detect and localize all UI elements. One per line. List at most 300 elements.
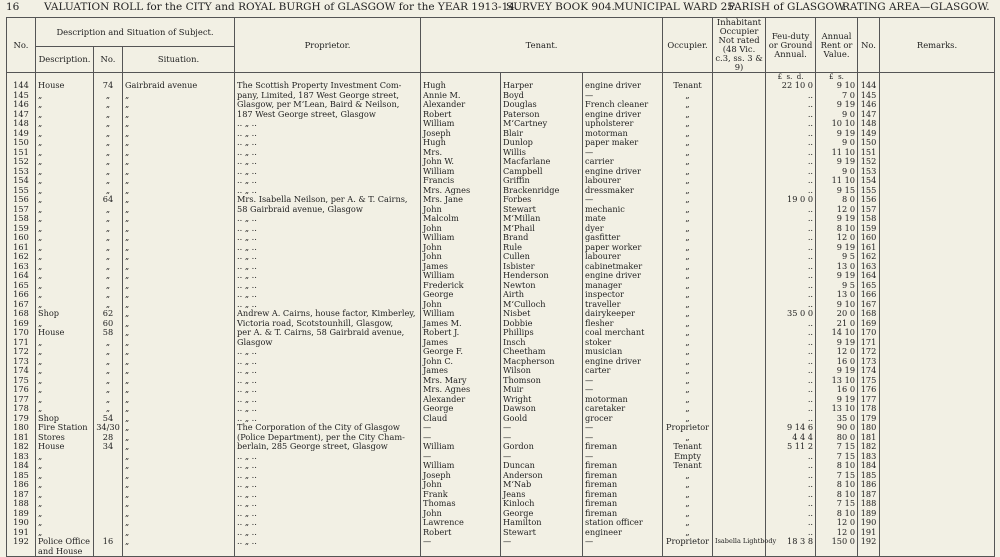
row-street-no: „ (94, 338, 123, 348)
row-no: 189 (7, 509, 36, 519)
row-inhabitant (713, 518, 766, 528)
row-situation: „ (123, 262, 235, 272)
row-occupier: „ (663, 471, 713, 481)
row-tenant-surname: George (501, 509, 583, 519)
row-street-no: „ (94, 271, 123, 281)
row-tenant-first-name: John W. (421, 157, 501, 167)
row-situation: „ (123, 433, 235, 443)
row-inhabitant (713, 499, 766, 509)
row-street-no (94, 509, 123, 519)
row-description: „ (36, 480, 94, 490)
row-street-no: „ (94, 366, 123, 376)
row-no2: 147 (858, 110, 880, 120)
row-occupation: flesher (583, 319, 663, 329)
row-occupier: „ (663, 167, 713, 177)
row-street-no (94, 471, 123, 481)
row-remarks (880, 509, 995, 519)
row-tenant-surname: Goold (501, 414, 583, 424)
row-annual-rent: 9 19 (816, 214, 858, 224)
row-tenant-first-name: Robert (421, 528, 501, 538)
row-annual-rent: 9 0 (816, 138, 858, 148)
row-feu-duty: .. (766, 157, 816, 167)
row-proprietor: 187 West George street, Glasgow (235, 110, 421, 120)
row-tenant-first-name: Annie M. (421, 91, 501, 101)
row-situation: „ (123, 100, 235, 110)
row-occupier: „ (663, 262, 713, 272)
row-remarks (880, 252, 995, 262)
municipal-ward: MUNICIPAL WARD 25. (614, 1, 738, 13)
row-no: 169 (7, 319, 36, 329)
row-description: House (36, 328, 94, 338)
row-remarks (880, 138, 995, 148)
row-occupation: stoker (583, 338, 663, 348)
row-tenant-first-name: Hugh (421, 138, 501, 148)
row-remarks (880, 338, 995, 348)
row-street-no (94, 490, 123, 500)
row-annual-rent: 8 10 (816, 490, 858, 500)
row-no2: 184 (858, 461, 880, 471)
row-tenant-first-name: John (421, 509, 501, 519)
row-description: „ (36, 262, 94, 272)
row-tenant-surname: Paterson (501, 110, 583, 120)
row-tenant-first-name: George (421, 290, 501, 300)
row-inhabitant (713, 195, 766, 205)
row-description: „ (36, 110, 94, 120)
row-remarks (880, 167, 995, 177)
row-no: 161 (7, 243, 36, 253)
row-no: 153 (7, 167, 36, 177)
row-annual-rent: 8 0 (816, 195, 858, 205)
row-annual-rent: 13 0 (816, 290, 858, 300)
row-tenant-surname: Jeans (501, 490, 583, 500)
row-annual-rent: 9 19 (816, 338, 858, 348)
row-no2: 173 (858, 357, 880, 367)
row-situation: „ (123, 376, 235, 386)
row-tenant-surname: Cullen (501, 252, 583, 262)
row-inhabitant (713, 547, 766, 557)
row-tenant-first-name: Robert (421, 110, 501, 120)
row-tenant-surname: Willis (501, 148, 583, 158)
page-header (6, 1, 994, 15)
row-annual-rent: 11 10 (816, 148, 858, 158)
row-tenant-surname: Insch (501, 338, 583, 348)
row-occupation: dairykeeper (583, 309, 663, 319)
row-feu-duty: .. (766, 366, 816, 376)
row-occupation: dyer (583, 224, 663, 234)
row-occupation: fireman (583, 480, 663, 490)
row-remarks (880, 195, 995, 205)
row-no: 170 (7, 328, 36, 338)
row-feu-duty: 35 0 0 (766, 309, 816, 319)
row-street-no: „ (94, 129, 123, 139)
row-no: 179 (7, 414, 36, 424)
row-annual-rent: 7 15 (816, 442, 858, 452)
row-inhabitant (713, 129, 766, 139)
row-street-no: „ (94, 138, 123, 148)
row-situation: „ (123, 328, 235, 338)
row-street-no: „ (94, 167, 123, 177)
survey-book: SURVEY BOOK 904. (506, 1, 615, 13)
row-street-no: 62 (94, 309, 123, 319)
parish: PARISH of GLASGOW. (728, 1, 847, 13)
row-situation: „ (123, 528, 235, 538)
row-proprietor: .. „ .. (235, 300, 421, 310)
row-tenant-first-name: Robert J. (421, 328, 501, 338)
row-occupier: „ (663, 148, 713, 158)
row-occupation: station officer (583, 518, 663, 528)
row-proprietor: .. „ .. (235, 167, 421, 177)
row-tenant-surname: Harper (501, 81, 583, 91)
row-remarks (880, 547, 995, 557)
row-inhabitant (713, 338, 766, 348)
row-street-no: 74 (94, 81, 123, 91)
row-occupation: gasfitter (583, 233, 663, 243)
row-no: 151 (7, 148, 36, 158)
row-proprietor: The Scottish Property Investment Com- (235, 81, 421, 91)
row-description: „ (36, 395, 94, 405)
row-description: „ (36, 300, 94, 310)
row-occupation: — (583, 385, 663, 395)
row-tenant-surname: Muir (501, 385, 583, 395)
row-remarks (880, 385, 995, 395)
row-no: 172 (7, 347, 36, 357)
row-occupier: Tenant (663, 442, 713, 452)
row-description: „ (36, 366, 94, 376)
row-annual-rent: 8 10 (816, 480, 858, 490)
row-occupation: cabinetmaker (583, 262, 663, 272)
row-inhabitant (713, 91, 766, 101)
row-no: 191 (7, 528, 36, 538)
row-tenant-surname: Blair (501, 129, 583, 139)
row-proprietor: 58 Gairbraid avenue, Glasgow (235, 205, 421, 215)
row-proprietor: per A. & T. Cairns, 58 Gairbraid avenue, (235, 328, 421, 338)
row-annual-rent: 90 0 (816, 423, 858, 433)
row-description: „ (36, 252, 94, 262)
row-no: 185 (7, 471, 36, 481)
row-situation: „ (123, 423, 235, 433)
row-no2: 188 (858, 499, 880, 509)
row-proprietor: Glasgow (235, 338, 421, 348)
row-description: „ (36, 385, 94, 395)
row-street-no: 60 (94, 319, 123, 329)
row-no2: 163 (858, 262, 880, 272)
row-inhabitant (713, 148, 766, 158)
row-feu-duty: .. (766, 499, 816, 509)
row-street-no: 28 (94, 433, 123, 443)
row-no: 176 (7, 385, 36, 395)
row-no2: 154 (858, 176, 880, 186)
row-annual-rent: 150 0 (816, 537, 858, 547)
row-occupier: „ (663, 319, 713, 329)
row-no2: 153 (858, 167, 880, 177)
row-no2: 180 (858, 423, 880, 433)
row-tenant-first-name: William (421, 309, 501, 319)
col-situation-header: Situation. (123, 47, 235, 73)
row-street-no (94, 480, 123, 490)
row-occupier: „ (663, 528, 713, 538)
row-tenant-first-name: John (421, 480, 501, 490)
row-feu-duty: .. (766, 480, 816, 490)
row-no (7, 547, 36, 557)
row-situation: „ (123, 186, 235, 196)
row-occupation: inspector (583, 290, 663, 300)
row-street-no: „ (94, 214, 123, 224)
row-proprietor: .. „ .. (235, 138, 421, 148)
row-description: „ (36, 338, 94, 348)
row-feu-duty: .. (766, 205, 816, 215)
row-inhabitant (713, 347, 766, 357)
row-proprietor: .. „ .. (235, 271, 421, 281)
row-street-no: „ (94, 148, 123, 158)
row-feu-duty: .. (766, 262, 816, 272)
row-inhabitant (713, 480, 766, 490)
row-no: 192 (7, 537, 36, 547)
row-inhabitant (713, 452, 766, 462)
row-occupation: carter (583, 366, 663, 376)
row-situation: „ (123, 490, 235, 500)
row-feu-duty: .. (766, 328, 816, 338)
row-situation: „ (123, 243, 235, 253)
row-tenant-surname: Gordon (501, 442, 583, 452)
row-inhabitant (713, 290, 766, 300)
row-feu-duty: .. (766, 300, 816, 310)
row-remarks (880, 328, 995, 338)
row-annual-rent: 9 5 (816, 281, 858, 291)
row-annual-rent: 12 0 (816, 233, 858, 243)
row-annual-rent: 8 10 (816, 224, 858, 234)
row-remarks (880, 110, 995, 120)
row-no2: 161 (858, 243, 880, 253)
row-annual-rent: 9 10 (816, 300, 858, 310)
row-tenant-first-name: George F. (421, 347, 501, 357)
row-occupier: Tenant (663, 81, 713, 91)
row-annual-rent: 9 10 (816, 81, 858, 91)
row-no2: 182 (858, 442, 880, 452)
row-remarks (880, 129, 995, 139)
row-remarks (880, 528, 995, 538)
row-inhabitant (713, 300, 766, 310)
row-tenant-surname: Duncan (501, 461, 583, 471)
row-no2: 169 (858, 319, 880, 329)
row-tenant-first-name: James (421, 366, 501, 376)
row-occupation: engine driver (583, 167, 663, 177)
row-annual-rent: 9 5 (816, 252, 858, 262)
row-occupier: „ (663, 385, 713, 395)
row-feu-duty: .. (766, 404, 816, 414)
row-occupier: „ (663, 157, 713, 167)
row-proprietor: .. „ .. (235, 176, 421, 186)
row-proprietor: .. „ .. (235, 262, 421, 272)
row-description: „ (36, 205, 94, 215)
row-feu-duty (766, 547, 816, 557)
row-remarks (880, 499, 995, 509)
row-feu-duty: .. (766, 528, 816, 538)
row-situation: „ (123, 271, 235, 281)
row-feu-duty: 19 0 0 (766, 195, 816, 205)
row-street-no (94, 499, 123, 509)
feu-units: £ s. d. (766, 73, 816, 82)
row-description: „ (36, 271, 94, 281)
row-annual-rent: 9 19 (816, 366, 858, 376)
row-tenant-surname: Anderson (501, 471, 583, 481)
col-occupier-header: Occupier. (663, 18, 713, 73)
row-remarks (880, 271, 995, 281)
row-street-no (94, 461, 123, 471)
row-proprietor: .. „ .. (235, 461, 421, 471)
row-description: Shop (36, 414, 94, 424)
row-occupation: — (583, 195, 663, 205)
row-remarks (880, 442, 995, 452)
row-tenant-surname: M‘Culloch (501, 300, 583, 310)
row-occupier: „ (663, 338, 713, 348)
row-occupation: paper maker (583, 138, 663, 148)
row-no: 150 (7, 138, 36, 148)
row-feu-duty: .. (766, 224, 816, 234)
row-no2: 164 (858, 271, 880, 281)
row-situation: „ (123, 176, 235, 186)
row-feu-duty: .. (766, 167, 816, 177)
row-feu-duty: .. (766, 186, 816, 196)
row-street-no (94, 452, 123, 462)
row-proprietor: .. „ .. (235, 233, 421, 243)
row-description: „ (36, 176, 94, 186)
row-tenant-first-name: Malcolm (421, 214, 501, 224)
row-tenant-first-name: John (421, 252, 501, 262)
row-description: „ (36, 243, 94, 253)
row-description: „ (36, 518, 94, 528)
row-no2: 168 (858, 309, 880, 319)
row-situation: „ (123, 319, 235, 329)
row-inhabitant (713, 100, 766, 110)
row-no2: 186 (858, 480, 880, 490)
row-situation: „ (123, 214, 235, 224)
row-inhabitant (713, 471, 766, 481)
row-description: „ (36, 281, 94, 291)
row-no2: 179 (858, 414, 880, 424)
row-situation: „ (123, 233, 235, 243)
row-situation: „ (123, 452, 235, 462)
row-tenant-surname: Wilson (501, 366, 583, 376)
row-tenant-first-name: Joseph (421, 129, 501, 139)
row-no: 184 (7, 461, 36, 471)
row-tenant-first-name: Joseph (421, 471, 501, 481)
row-occupation: caretaker (583, 404, 663, 414)
row-situation: „ (123, 110, 235, 120)
row-tenant-surname: Dawson (501, 404, 583, 414)
row-occupation: French cleaner (583, 100, 663, 110)
row-street-no: „ (94, 243, 123, 253)
row-tenant-surname: Phillips (501, 328, 583, 338)
row-tenant-first-name: James (421, 262, 501, 272)
row-situation: „ (123, 290, 235, 300)
row-inhabitant (713, 243, 766, 253)
row-street-no: „ (94, 224, 123, 234)
row-tenant-surname (501, 547, 583, 557)
row-tenant-surname: M‘Nab (501, 480, 583, 490)
row-proprietor: .. „ .. (235, 414, 421, 424)
row-annual-rent: 9 19 (816, 271, 858, 281)
row-feu-duty: .. (766, 110, 816, 120)
row-no2: 189 (858, 509, 880, 519)
row-tenant-first-name: Thomas (421, 499, 501, 509)
row-proprietor: .. „ .. (235, 385, 421, 395)
row-tenant-first-name: William (421, 442, 501, 452)
row-feu-duty: .. (766, 148, 816, 158)
row-annual-rent: 9 19 (816, 157, 858, 167)
row-occupation: fireman (583, 442, 663, 452)
row-occupation: dressmaker (583, 186, 663, 196)
row-remarks (880, 518, 995, 528)
row-proprietor: .. „ .. (235, 509, 421, 519)
row-occupation: — (583, 537, 663, 547)
row-proprietor: .. „ .. (235, 452, 421, 462)
row-occupation: — (583, 148, 663, 158)
row-description: House (36, 442, 94, 452)
row-inhabitant (713, 157, 766, 167)
row-no: 166 (7, 290, 36, 300)
row-situation: „ (123, 366, 235, 376)
row-inhabitant (713, 404, 766, 414)
row-street-no: „ (94, 376, 123, 386)
row-remarks (880, 290, 995, 300)
row-annual-rent: 9 0 (816, 110, 858, 120)
row-tenant-surname: — (501, 423, 583, 433)
rating-area: RATING AREA—GLASGOW. (842, 1, 990, 13)
roll-title: VALUATION ROLL for the CITY and ROYAL BURGH of GLASGOW for the YEAR 1913-14. (44, 1, 519, 13)
row-tenant-first-name: John (421, 243, 501, 253)
row-description: „ (36, 214, 94, 224)
row-remarks (880, 376, 995, 386)
row-description: „ (36, 528, 94, 538)
row-tenant-surname: Newton (501, 281, 583, 291)
row-feu-duty: .. (766, 138, 816, 148)
row-situation: „ (123, 252, 235, 262)
row-annual-rent: 35 0 (816, 414, 858, 424)
row-annual-rent: 16 0 (816, 357, 858, 367)
row-occupier: „ (663, 205, 713, 215)
row-annual-rent: 20 0 (816, 309, 858, 319)
row-remarks (880, 357, 995, 367)
row-no2: 165 (858, 281, 880, 291)
row-no: 146 (7, 100, 36, 110)
row-remarks (880, 176, 995, 186)
row-remarks (880, 205, 995, 215)
row-remarks (880, 471, 995, 481)
row-no: 183 (7, 452, 36, 462)
row-street-no: „ (94, 347, 123, 357)
row-no2: 157 (858, 205, 880, 215)
row-no: 157 (7, 205, 36, 215)
row-proprietor: .. „ .. (235, 357, 421, 367)
row-feu-duty: .. (766, 509, 816, 519)
row-street-no: „ (94, 186, 123, 196)
row-situation: „ (123, 499, 235, 509)
row-remarks (880, 214, 995, 224)
row-occupier: „ (663, 110, 713, 120)
row-annual-rent: 16 0 (816, 385, 858, 395)
row-annual-rent: 9 15 (816, 186, 858, 196)
row-inhabitant (713, 366, 766, 376)
row-occupier: „ (663, 271, 713, 281)
row-occupation: grocer (583, 414, 663, 424)
row-occupier: „ (663, 480, 713, 490)
table-row (7, 547, 995, 557)
row-situation: „ (123, 395, 235, 405)
row-occupier: „ (663, 395, 713, 405)
row-occupation: coal merchant (583, 328, 663, 338)
row-tenant-surname: Griffin (501, 176, 583, 186)
row-street-no: „ (94, 119, 123, 129)
